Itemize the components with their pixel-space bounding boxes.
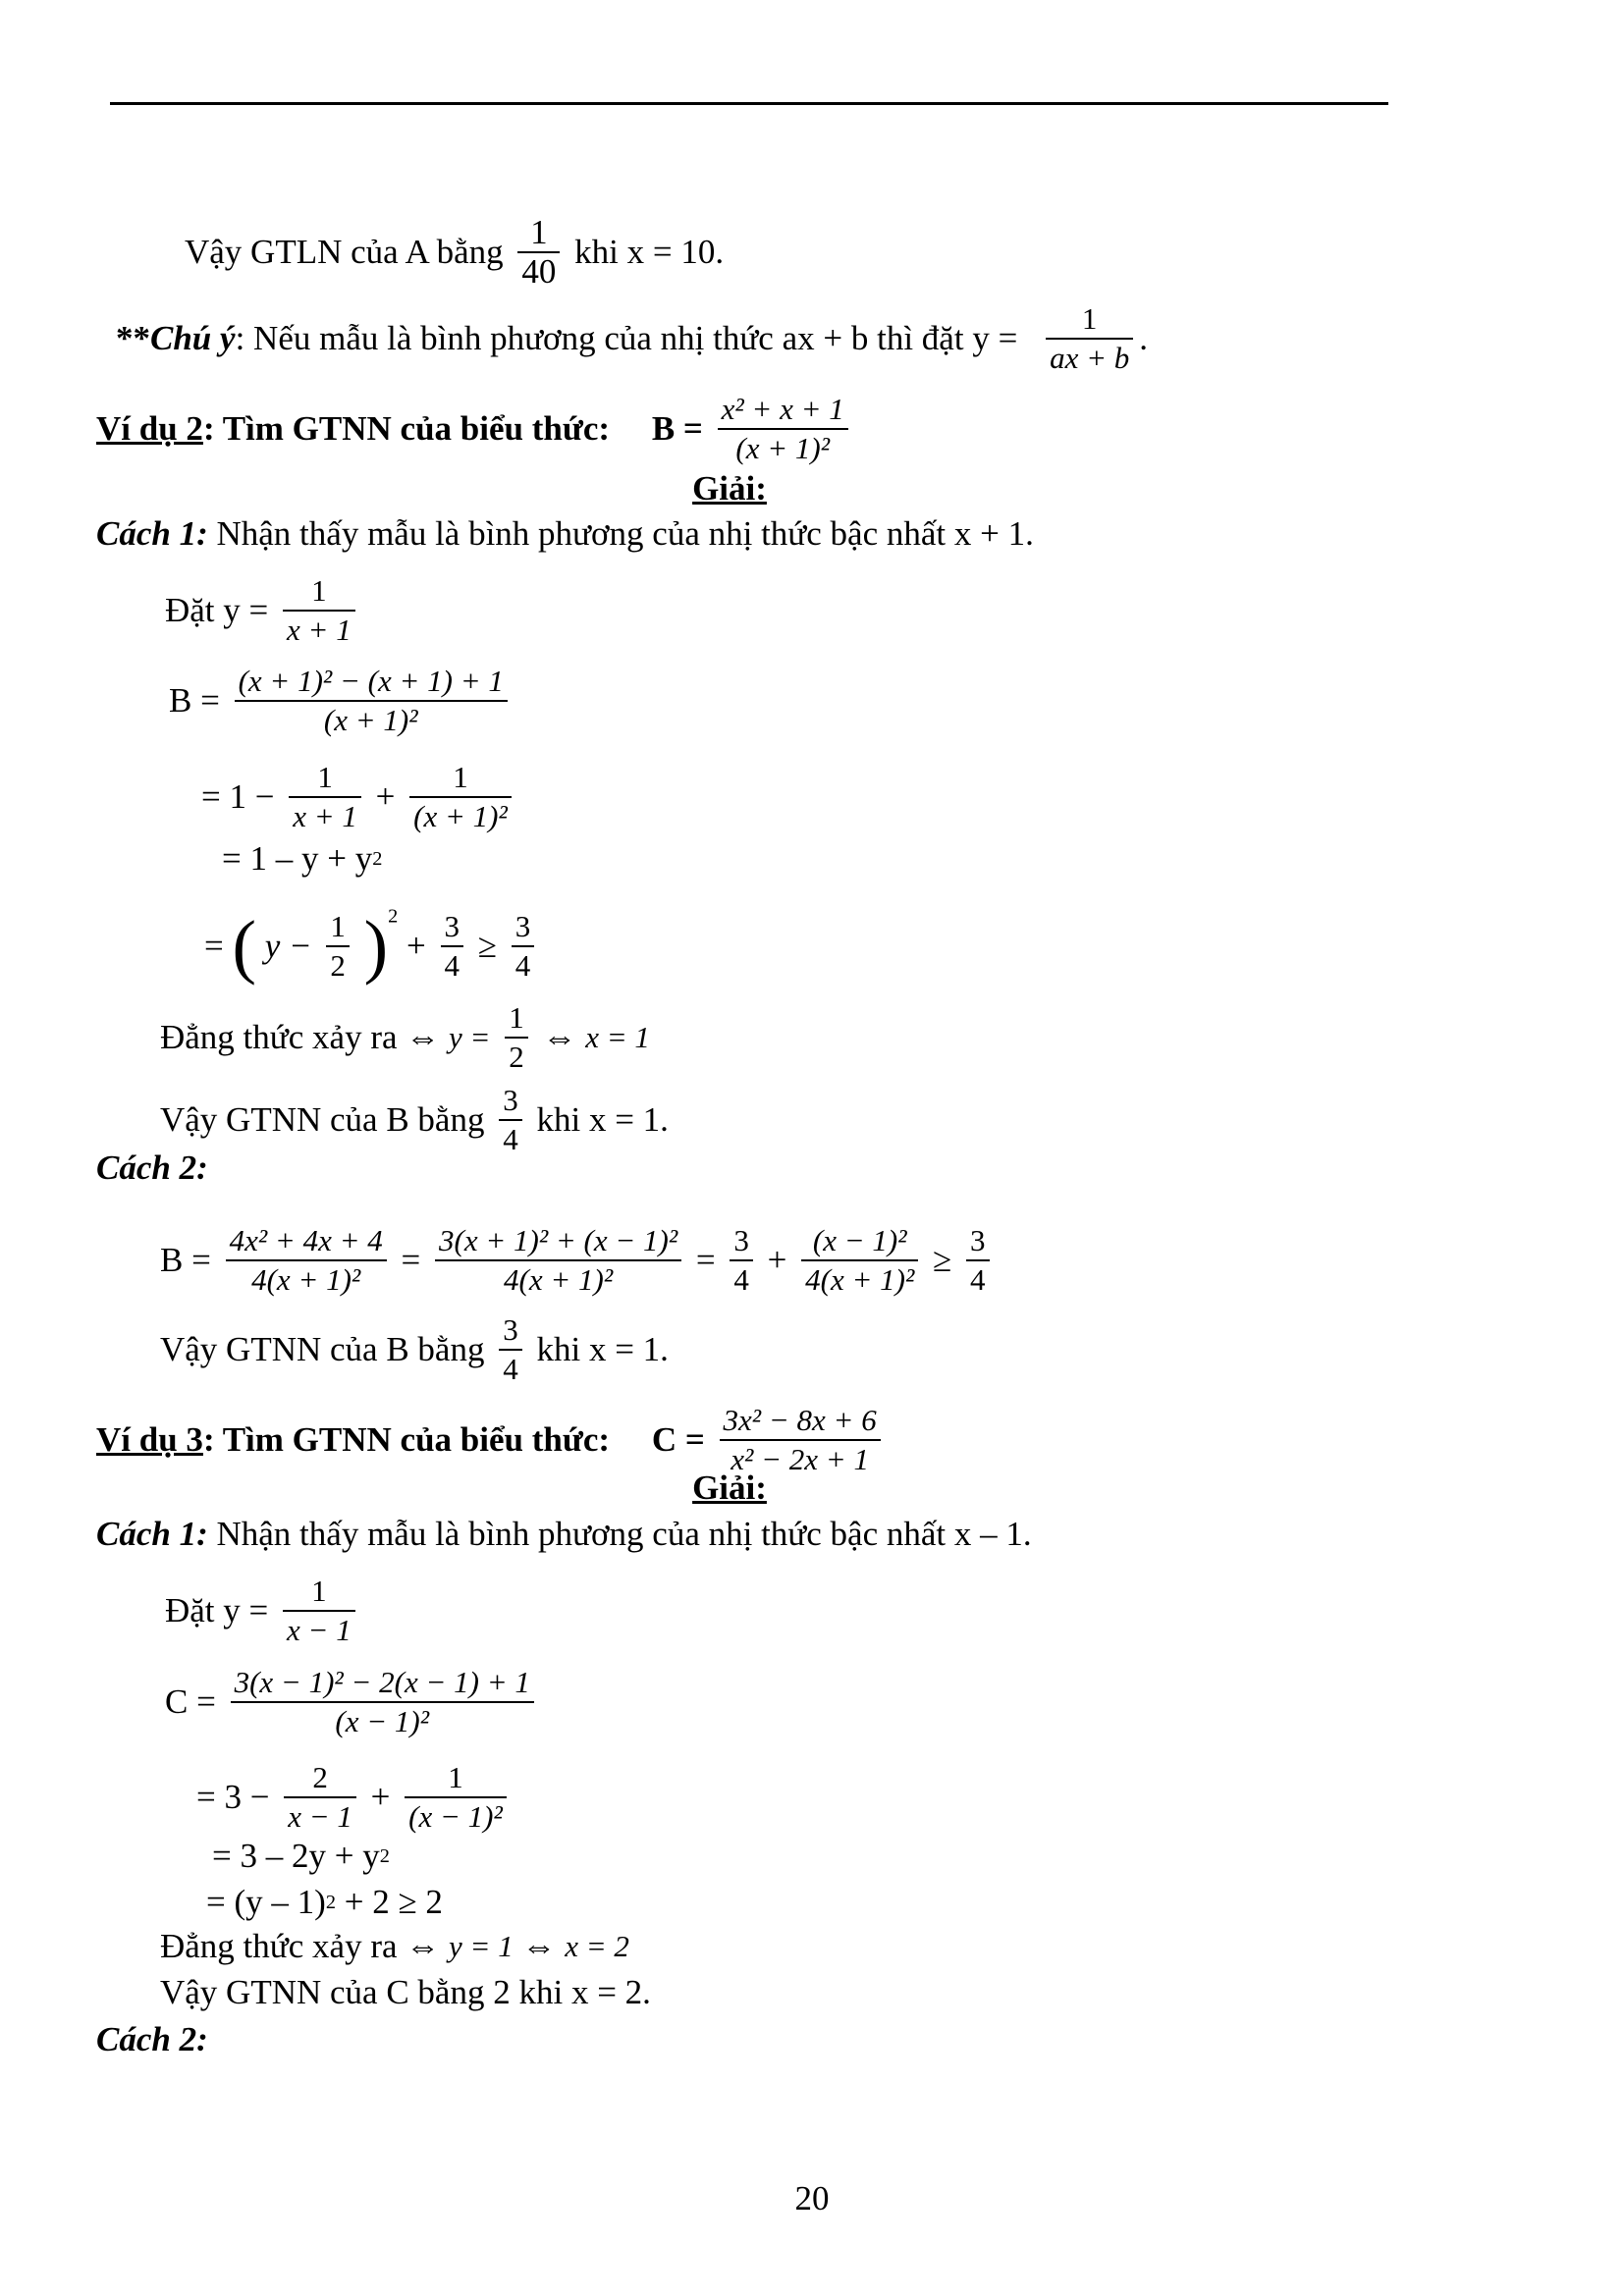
frac-den: x² − 2x + 1 — [720, 1439, 881, 1478]
frac-num: x² + x + 1 — [721, 392, 844, 426]
plus-sign: + — [406, 927, 426, 965]
eq-half — [505, 999, 528, 1076]
example-2-expression — [718, 391, 848, 467]
frac-num: 3 — [503, 1312, 518, 1347]
frac-num: 1 — [330, 909, 346, 943]
example-2-heading — [96, 391, 854, 467]
b-step-2 — [222, 836, 382, 879]
conclusion-a — [185, 214, 724, 291]
concl-suffix: khi x = 1. — [536, 1330, 669, 1368]
eq-x: x = 1 — [585, 1020, 650, 1054]
iff-symbol: ⇔ — [406, 1926, 441, 1965]
step-3-b: + 2 ≥ 2 — [335, 1882, 443, 1921]
c-step-1 — [196, 1759, 513, 1836]
b-step-1 — [201, 759, 517, 835]
frac-den: 4 — [499, 1349, 522, 1388]
iff-symbol: ⇔ — [406, 1018, 441, 1056]
three-quarters-rhs — [512, 908, 535, 985]
b-fraction — [235, 663, 508, 739]
frac-num: 1 — [448, 1760, 463, 1794]
plus-sign: + — [370, 1778, 391, 1816]
frac-den: 2 — [326, 945, 350, 985]
equals: = — [695, 1241, 716, 1279]
frac-num: 1 — [509, 1000, 524, 1035]
frac-den: (x − 1)² — [231, 1701, 534, 1740]
concl-fraction — [499, 1311, 522, 1388]
note-label: Chú ý — [150, 319, 236, 357]
b-step-3 — [204, 905, 540, 986]
equals: = — [401, 1241, 421, 1279]
frac-num: (x − 1)² — [812, 1223, 907, 1257]
frac-num: 1 — [311, 1574, 327, 1608]
sub-fraction — [283, 1573, 355, 1649]
note — [116, 300, 1148, 377]
note-fraction — [1046, 300, 1133, 377]
iff-symbol-2: ⇔ — [521, 1926, 557, 1965]
concl-fraction — [499, 1082, 522, 1158]
eq-prefix: Đẳng thức xảy ra — [160, 1926, 398, 1965]
method-1-line-3 — [96, 1512, 1032, 1554]
step1-frac-2 — [409, 759, 512, 835]
concl-prefix: Vậy GTNN của B bằng — [160, 1330, 485, 1368]
frac-num: 3 — [733, 1223, 749, 1257]
frac-den: 4(x + 1)² — [801, 1259, 918, 1299]
square: 2 — [388, 905, 399, 928]
equals: = — [204, 927, 224, 965]
frac-num: 3 — [970, 1223, 986, 1257]
method-2-equation — [160, 1222, 996, 1299]
method-1-label: Cách 1: — [96, 513, 208, 553]
sub-prefix: Đặt y = — [165, 1591, 269, 1629]
frac-den: 40 — [517, 251, 560, 291]
geq-sign: ≥ — [933, 1241, 952, 1279]
frac-den: 4 — [441, 945, 464, 985]
frac-num: 1 — [317, 760, 333, 794]
conclusion-a-suffix: khi x = 10. — [574, 233, 725, 271]
solution-heading-2: Giải: — [692, 469, 767, 507]
concl-prefix: Vậy GTNN của B bằng — [160, 1100, 485, 1139]
frac-den: (x + 1)² — [409, 796, 512, 835]
iff-symbol-2: ⇔ — [542, 1018, 577, 1056]
example-3-expression — [720, 1402, 881, 1478]
frac-num: 1 — [311, 573, 327, 608]
equality-condition-2 — [160, 999, 650, 1076]
note-end: . — [1139, 319, 1148, 357]
geq-sign: ≥ — [477, 927, 497, 965]
method-1-text: Nhận thấy mẫu là bình phương của nhị thức bậc nhất x + 1. — [207, 513, 1034, 553]
conclusion-c: Vậy GTNN của C bằng 2 khi x = 2. — [160, 1973, 651, 2011]
example-2-title: : Tìm GTNN của biểu thức: — [202, 409, 611, 448]
frac-num: 1 — [1081, 301, 1098, 336]
eq-x: x = 2 — [565, 1928, 629, 1963]
plus-sign: + — [375, 777, 396, 816]
frac-num: 2 — [312, 1760, 328, 1794]
fraction-1-40 — [517, 214, 560, 291]
frac-num: 1 — [530, 213, 548, 251]
example-3-title: : Tìm GTNN của biểu thức: — [202, 1420, 611, 1459]
method-1-text: Nhận thấy mẫu là bình phương của nhị thức bậc nhất x – 1. — [207, 1514, 1032, 1553]
c-expansion — [165, 1664, 540, 1740]
frac-den: x + 1 — [289, 796, 361, 835]
frac-num: 3x² − 8x + 6 — [723, 1403, 877, 1437]
y-minus: y − — [264, 927, 312, 965]
superscript: 2 — [379, 1844, 390, 1867]
frac-den: (x − 1)² — [405, 1796, 507, 1836]
step-prefix: = 3 − — [196, 1778, 270, 1816]
conclusion-b-2 — [160, 1311, 669, 1388]
c-lhs: C = — [165, 1682, 216, 1721]
step1-frac-1 — [289, 759, 361, 835]
frac-num: 3 — [514, 909, 531, 943]
eq-prefix: Đẳng thức xảy ra — [160, 1018, 398, 1056]
frac-den: 4 — [966, 1259, 990, 1299]
frac-den: ax + b — [1046, 338, 1133, 377]
sub-prefix: Đặt y = — [165, 591, 269, 629]
header-rule — [110, 102, 1388, 105]
step-2-text: = 3 – 2y + y — [212, 1836, 380, 1875]
paren-open: ( — [232, 906, 256, 986]
substitution-2 — [165, 572, 361, 649]
frac-num: (x + 1)² − (x + 1) + 1 — [238, 664, 504, 698]
step1-frac-2 — [405, 1759, 507, 1836]
c-fraction — [231, 1664, 534, 1740]
c-step-2 — [212, 1834, 390, 1876]
m2-frac-1 — [226, 1222, 387, 1299]
frac-den: (x + 1)² — [718, 428, 848, 467]
frac-num: 3 — [503, 1083, 518, 1117]
frac-den: 4 — [512, 945, 535, 985]
frac-den: 2 — [505, 1037, 528, 1076]
frac-den: 4(x + 1)² — [226, 1259, 387, 1299]
example-3-heading — [96, 1402, 887, 1478]
example-3-lhs: C = — [651, 1420, 705, 1459]
frac-num: 4x² + 4x + 4 — [229, 1223, 383, 1257]
example-2-lhs: B = — [651, 409, 703, 448]
conclusion-a-prefix: Vậy GTLN của A bằng — [185, 233, 504, 271]
frac-num: 3(x + 1)² + (x − 1)² — [439, 1223, 678, 1257]
paren-close: ) — [363, 906, 389, 986]
step1-frac-1 — [284, 1759, 356, 1836]
m2-frac-4 — [801, 1222, 918, 1299]
m2-lhs: B = — [160, 1241, 211, 1279]
m2-frac-2 — [435, 1222, 681, 1299]
frac-den: 4 — [730, 1259, 753, 1299]
example-3-label: Ví dụ 3 — [96, 1420, 203, 1459]
b-expansion — [169, 663, 514, 739]
substitution-3 — [165, 1573, 361, 1649]
solution-heading-3: Giải: — [692, 1468, 767, 1507]
frac-den: 4(x + 1)² — [435, 1259, 681, 1299]
concl-suffix: khi x = 1. — [536, 1100, 669, 1139]
page-number: 20 — [794, 2179, 830, 2217]
plus-sign: + — [767, 1241, 787, 1279]
method-1-label: Cách 1: — [96, 1514, 208, 1553]
frac-den: (x + 1)² — [235, 700, 508, 739]
step-3-a: = (y – 1) — [206, 1882, 326, 1921]
b-lhs: B = — [169, 681, 220, 720]
frac-num: 3(x − 1)² − 2(x − 1) + 1 — [234, 1665, 530, 1699]
superscript: 2 — [325, 1891, 336, 1913]
method-2-label: Cách 2: — [96, 1148, 208, 1187]
frac-den: x − 1 — [284, 1796, 356, 1836]
frac-num: 3 — [444, 909, 460, 943]
example-2-label: Ví dụ 2 — [96, 409, 203, 448]
frac-num: 1 — [453, 760, 468, 794]
step-2-text: = 1 – y + y — [222, 838, 373, 878]
method-1-line — [96, 511, 1034, 554]
note-stars: ** — [116, 319, 150, 357]
sub-fraction — [283, 572, 355, 649]
three-quarters — [441, 908, 464, 985]
eq-y: y = — [449, 1020, 491, 1054]
step-prefix: = 1 − — [201, 777, 275, 816]
frac-den: 4 — [499, 1119, 522, 1158]
half-fraction — [326, 908, 350, 985]
equality-condition-3 — [160, 1924, 629, 1966]
superscript: 2 — [372, 847, 383, 870]
m2-frac-3 — [730, 1222, 753, 1299]
note-text: : Nếu mẫu là bình phương của nhị thức ax + b thì đặt y = — [235, 319, 1018, 357]
c-step-3 — [206, 1880, 443, 1922]
conclusion-b-1 — [160, 1082, 669, 1158]
m2-frac-5 — [966, 1222, 990, 1299]
frac-den: x − 1 — [283, 1610, 355, 1649]
method-2-label-3: Cách 2: — [96, 2020, 208, 2058]
frac-den: x + 1 — [283, 610, 355, 649]
eq-y: y = 1 — [449, 1928, 514, 1963]
